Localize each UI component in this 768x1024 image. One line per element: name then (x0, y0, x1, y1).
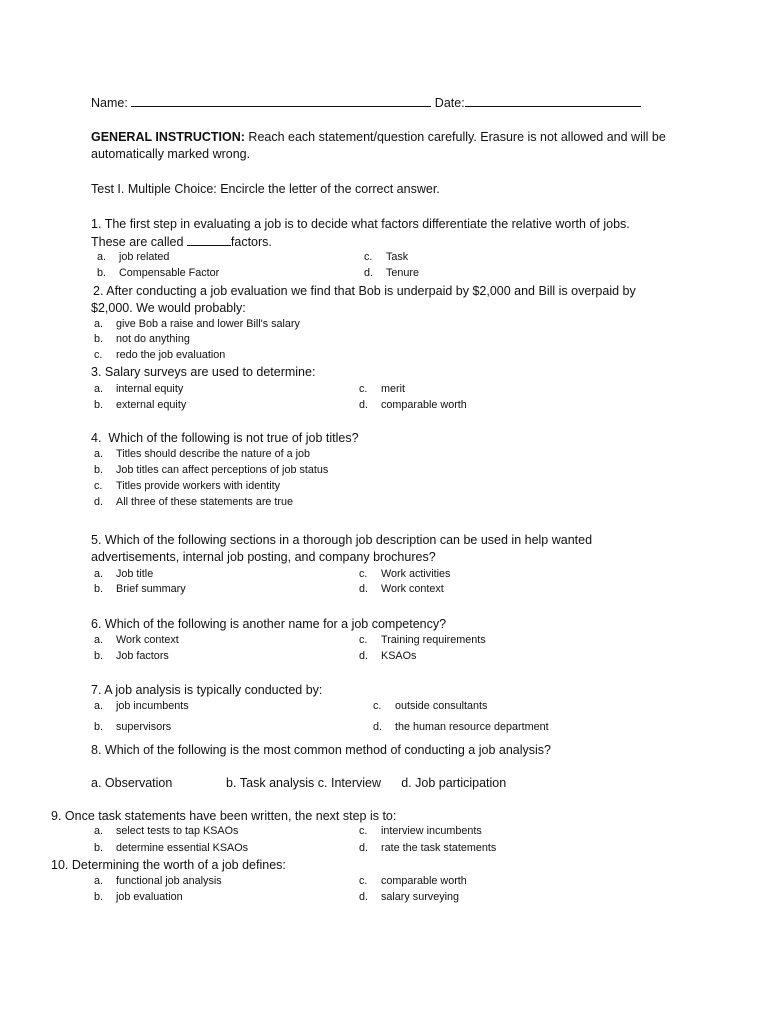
question-1-option-a[interactable]: a. job related (97, 251, 170, 263)
question-10-option-d[interactable]: d. salary surveying (359, 891, 460, 903)
question-8-option-d[interactable]: d. Job participation (401, 776, 507, 790)
question-8-option-a[interactable]: a. Observation (91, 776, 173, 790)
question-9-option-c[interactable]: c. interview incumbents (359, 825, 482, 837)
question-1-stem-2: These are called factors. (91, 235, 272, 249)
question-8-option-b[interactable]: b. Task analysis (226, 776, 315, 790)
question-8-options (91, 775, 506, 791)
question-1-option-c[interactable]: c. Task (364, 251, 409, 263)
question-5-option-b[interactable]: b. Brief summary (94, 583, 186, 595)
question-1-blank[interactable] (187, 233, 231, 246)
question-10-option-a[interactable]: a. functional job analysis (94, 875, 222, 887)
date-label: Date: (434, 96, 465, 110)
question-6-option-a[interactable]: a. Work context (94, 634, 179, 646)
question-5-option-d[interactable]: d. Work context (359, 583, 444, 595)
question-5-stem: 5. Which of the following sections in a thorough job description can be used in help wanted (91, 533, 593, 547)
question-5-option-a[interactable]: a. Job title (94, 568, 154, 580)
question-7-option-a[interactable]: a. job incumbents (94, 700, 189, 712)
question-9-option-b[interactable]: b. determine essential KSAOs (94, 842, 249, 854)
question-6-option-b[interactable]: b. Job factors (94, 650, 169, 662)
question-4-stem: 4. Which of the following is not true of job titles? (91, 431, 359, 445)
name-date-line (91, 94, 641, 111)
question-2-option-a[interactable]: a. give Bob a raise and lower Bill's salary (94, 318, 300, 330)
question-5-option-c[interactable]: c. Work activities (359, 568, 451, 580)
date-blank[interactable] (465, 94, 641, 107)
question-5-stem-2: advertisements, internal job posting, and company brochures? (91, 550, 436, 564)
question-6-option-c[interactable]: c. Training requirements (359, 634, 486, 646)
question-8-option-c[interactable]: c. Interview (317, 776, 381, 790)
question-10-stem: 10. Determining the worth of a job defines: (51, 858, 286, 872)
question-3-option-d[interactable]: d. comparable worth (359, 399, 467, 411)
instruction-line-1 (91, 129, 666, 145)
question-9-option-d[interactable]: d. rate the task statements (359, 842, 497, 854)
question-7-option-d[interactable]: d. the human resource department (373, 721, 549, 733)
question-9-stem: 9. Once task statements have been written, the next step is to: (51, 809, 397, 823)
question-4-option-a[interactable]: a. Titles should describe the nature of a job (94, 448, 311, 460)
instruction-label: GENERAL INSTRUCTION: (91, 130, 245, 144)
question-10-option-b[interactable]: b. job evaluation (94, 891, 183, 903)
question-4-option-d[interactable]: d. All three of these statements are true (94, 496, 294, 508)
question-4-option-b[interactable]: b. Job titles can affect perceptions of job status (94, 464, 329, 476)
instruction-text-2: automatically marked wrong. (91, 147, 251, 161)
question-1-option-d[interactable]: d. Tenure (364, 267, 420, 279)
question-3-option-c[interactable]: c. merit (359, 383, 405, 395)
question-6-stem: 6. Which of the following is another name for a job competency? (91, 617, 447, 631)
question-1-stem: 1. The first step in evaluating a job is to decide what factors differentiate the relative worth of jobs. (91, 217, 630, 231)
question-3-stem: 3. Salary surveys are used to determine: (91, 365, 316, 379)
question-2-stem-2: $2,000. We would probably: (91, 301, 246, 315)
question-2-option-c[interactable]: c. redo the job evaluation (94, 349, 226, 361)
question-9-option-a[interactable]: a. select tests to tap KSAOs (94, 825, 239, 837)
instruction-line-2 (91, 146, 250, 162)
question-7-option-b[interactable]: b. supervisors (94, 721, 172, 733)
name-blank[interactable] (131, 94, 431, 107)
question-3-option-b[interactable]: b. external equity (94, 399, 187, 411)
test-title: Test I. Multiple Choice: Encircle the letter of the correct answer. (91, 182, 440, 196)
question-10-option-c[interactable]: c. comparable worth (359, 875, 467, 887)
name-label: Name: (91, 96, 128, 110)
question-4-option-c[interactable]: c. Titles provide workers with identity (94, 480, 281, 492)
question-6-option-d[interactable]: d. KSAOs (359, 650, 417, 662)
question-3-option-a[interactable]: a. internal equity (94, 383, 184, 395)
question-8-stem: 8. Which of the following is the most common method of conducting a job analysis? (91, 743, 551, 757)
question-2-option-b[interactable]: b. not do anything (94, 333, 190, 345)
instruction-text-1: Reach each statement/question carefully. Erasure is not allowed and will be (248, 130, 666, 144)
question-7-option-c[interactable]: c. outside consultants (373, 700, 488, 712)
question-2-stem: 2. After conducting a job evaluation we find that Bob is underpaid by $2,000 and Bill is overpaid by (93, 284, 636, 298)
question-7-stem: 7. A job analysis is typically conducted by: (91, 683, 323, 697)
question-1-option-b[interactable]: b. Compensable Factor (97, 267, 220, 279)
